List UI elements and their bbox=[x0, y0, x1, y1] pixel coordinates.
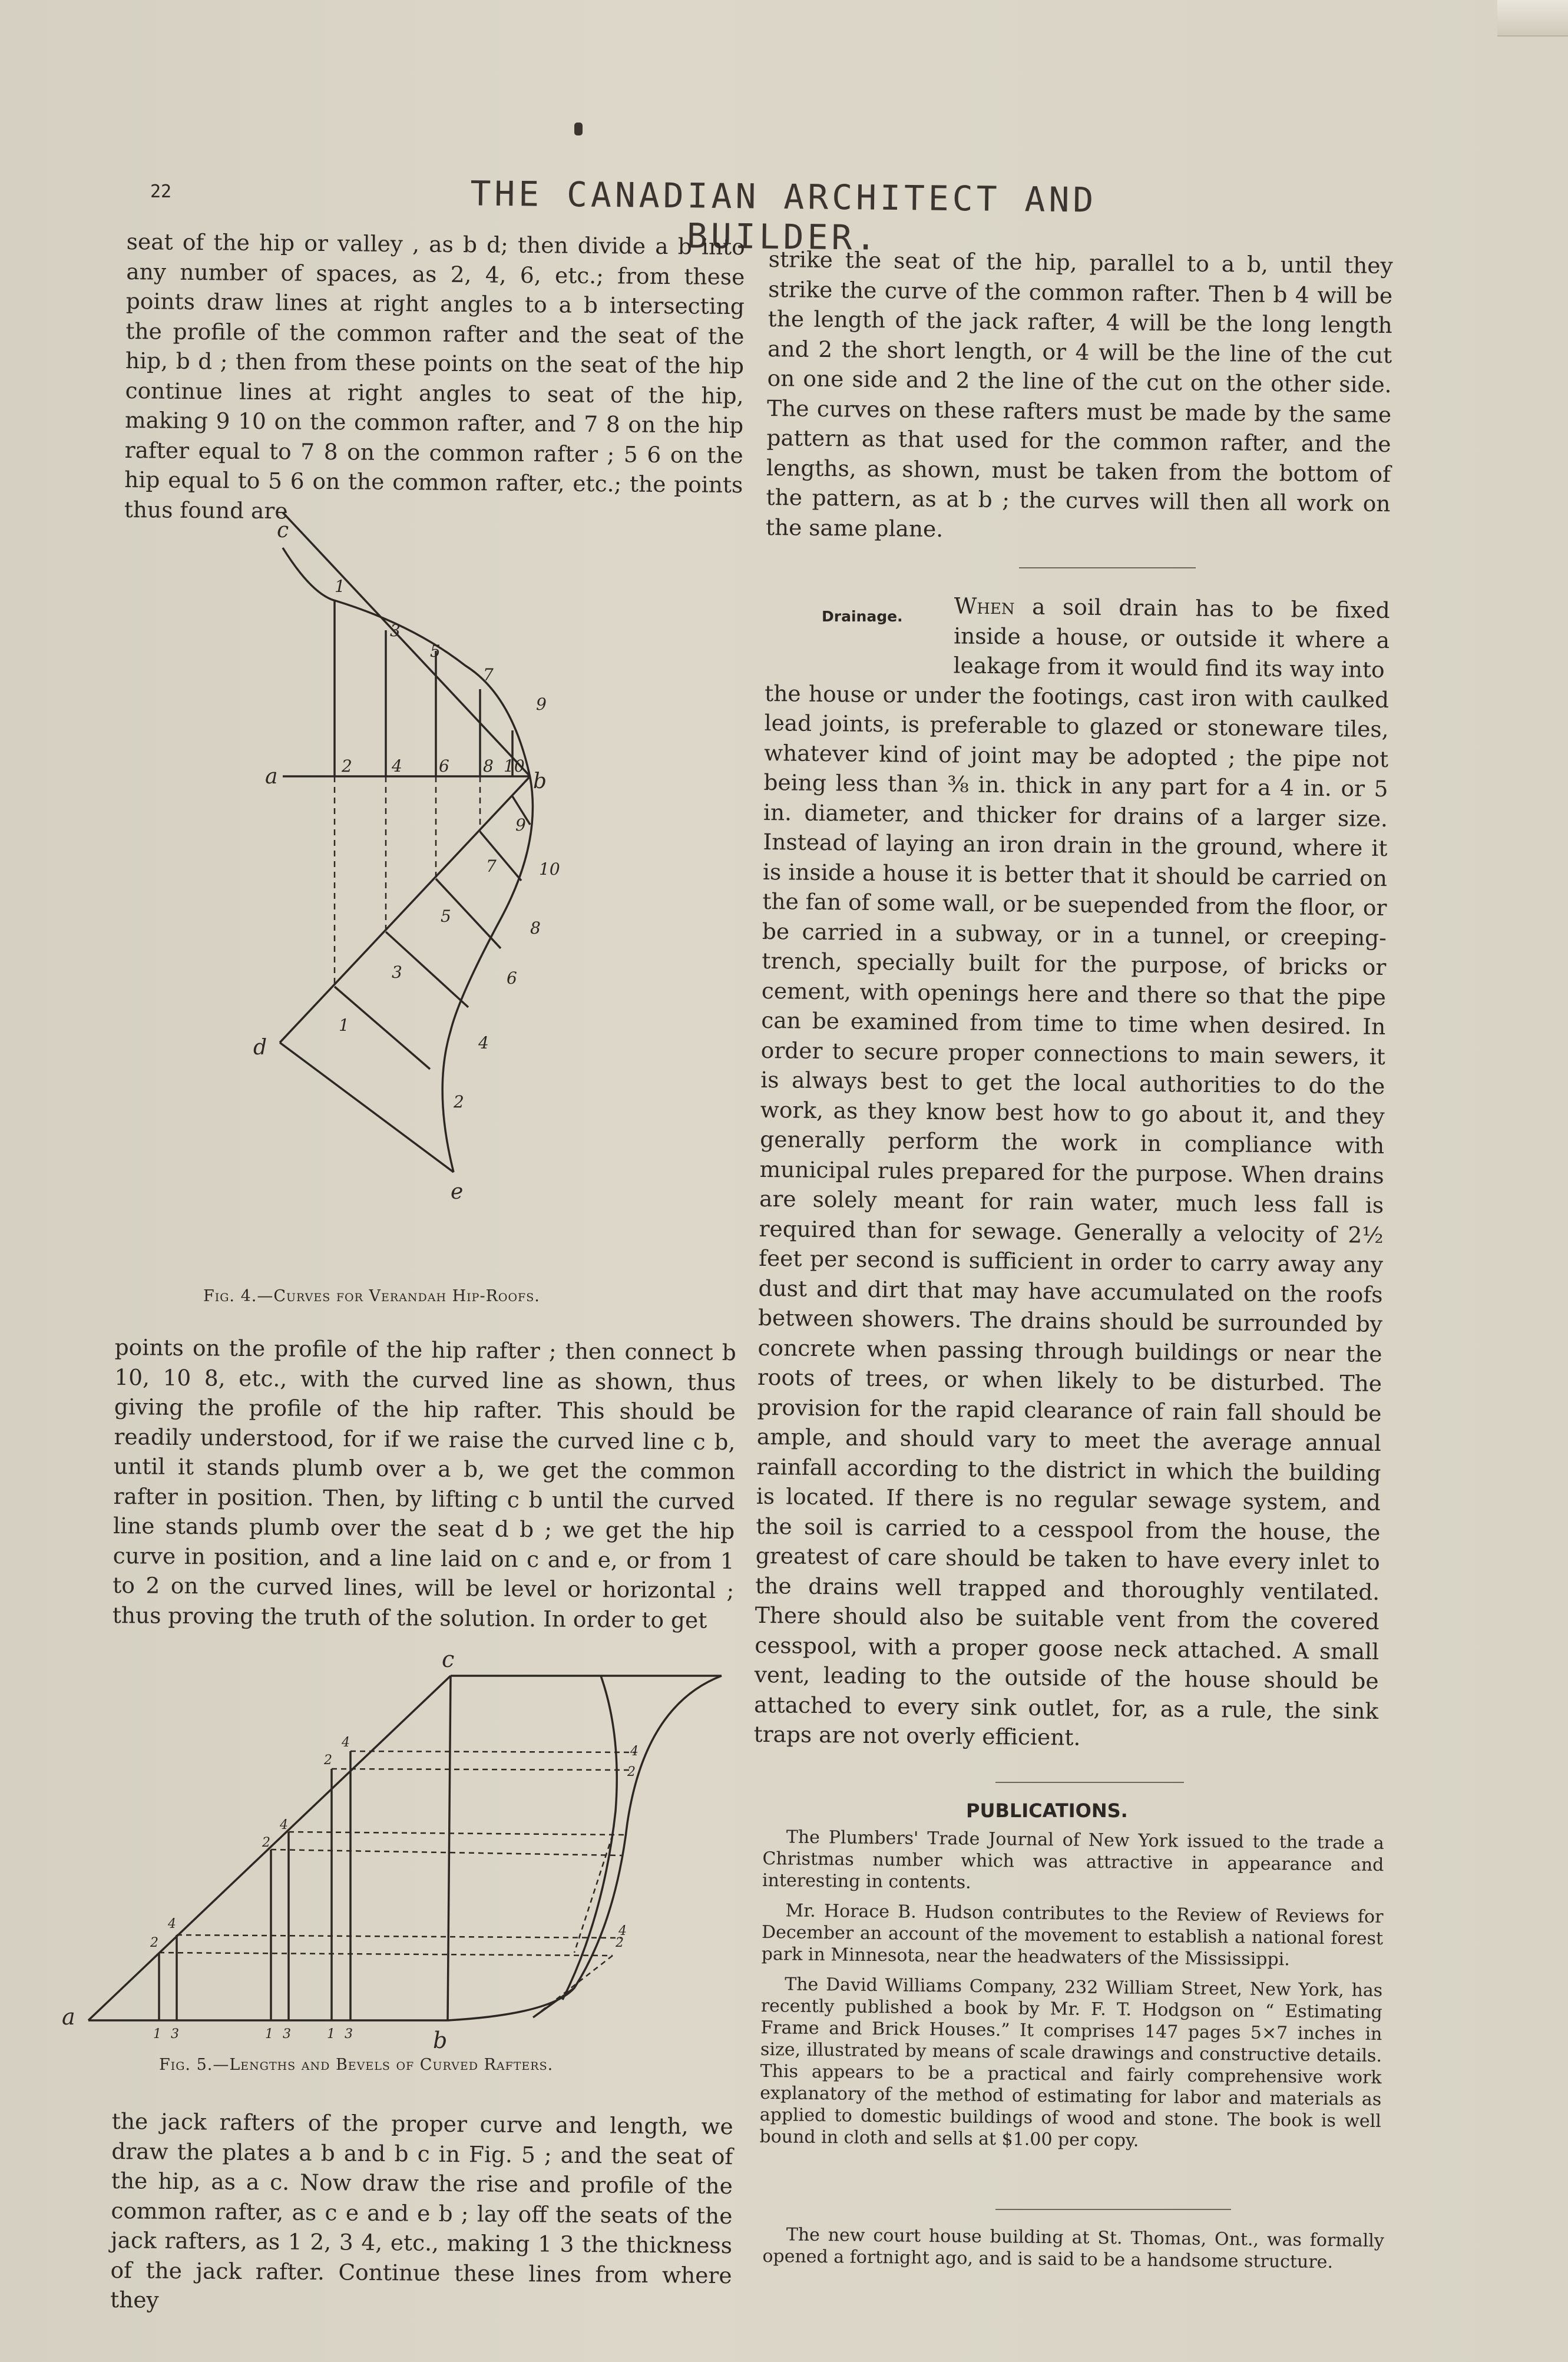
section-divider bbox=[1019, 567, 1196, 568]
publication-item: Mr. Horace B. Hudson contributes to the Review of Reviews for December an account of the movement to establish a national forest park in Minnesota, near the headwaters of the Mississippi. bbox=[761, 1900, 1384, 1970]
fig5-label-4e: 4 bbox=[618, 1924, 627, 1938]
column-1-bottom bbox=[110, 2106, 733, 2320]
fig4-label-6-ab: 6 bbox=[439, 756, 449, 776]
fig4-label-c: c bbox=[277, 518, 289, 542]
fig4-label-3-top: 3 bbox=[390, 621, 401, 640]
fig5-label-c: c bbox=[442, 1646, 455, 1672]
column-1-middle bbox=[113, 1332, 736, 1635]
publications-note bbox=[762, 2224, 1384, 2274]
fig5-label-4b: 4 bbox=[280, 1818, 288, 1832]
fig4-label-10-ab: 10 bbox=[504, 756, 525, 776]
fig4-label-4-hip: 4 bbox=[478, 1033, 489, 1053]
fig5-label-2d: 2 bbox=[627, 1765, 636, 1779]
fig5-label-4a: 4 bbox=[168, 1917, 176, 1931]
fig5-label-3b: 3 bbox=[283, 2027, 291, 2042]
publications-divider bbox=[995, 1782, 1184, 1783]
paragraph: the jack rafters of the proper curve and length, we draw the plates a b and b c in Fig. 5 ; and the seat of the hip, as a c. Now draw the rise and profile of the common rafter, as c e and e b ; lay off the seats of the jack rafters, as 1 2, 3 4, etc., making 1 3 the thickness of the jack rafter. Continue these lines from where they bbox=[110, 2108, 733, 2313]
fig5-label-4c: 4 bbox=[342, 1735, 350, 1750]
fig4-label-1-top: 1 bbox=[335, 577, 345, 596]
page-edge bbox=[1497, 0, 1568, 37]
fig4-label-7-hip: 7 bbox=[486, 856, 497, 876]
fig5-label-b-bottom: b bbox=[433, 2027, 448, 2053]
fig5-label-2a: 2 bbox=[150, 1936, 158, 1950]
figure-4-caption: Fig. 4.—Curves for Verandah Hip-Roofs. bbox=[203, 1287, 540, 1305]
figure-5-bottom-labels bbox=[56, 2023, 751, 2059]
fig4-label-10-hip: 10 bbox=[539, 859, 560, 879]
publications-list bbox=[759, 1826, 1384, 2162]
fig5-label-2b: 2 bbox=[262, 1835, 270, 1850]
drainage-first-lines bbox=[953, 591, 1390, 684]
fig4-label-b: b bbox=[533, 769, 547, 793]
fig5-label-3c: 3 bbox=[345, 2027, 353, 2042]
fig4-label-7-top: 7 bbox=[483, 665, 494, 684]
publication-item: The new court house building at St. Thomas, Ont., was formally opened a fortnight ago, and is said to be a handsome structure. bbox=[762, 2224, 1384, 2273]
fig5-label-4d: 4 bbox=[630, 1744, 639, 1759]
fig4-label-9-hip: 9 bbox=[515, 815, 526, 835]
fig4-label-3-hip: 3 bbox=[392, 962, 402, 982]
figure-5-drawing bbox=[56, 1646, 751, 2042]
drainage-paragraph: the house or under the footings, cast iron with caulked lead joints, is preferable to glazed or stoneware tiles, whatever kind of joint may be adopted ; the pipe not being less than ⅜ in. thick in any part for a 4 in. or 5 in. diameter, and thicker for drains of a larger size. Instead of laying an iron drain in the ground, where it is inside a house it is better that it should be carried on the fan of some wall, or be suepended from the floor, or be carried in a subway, or in a tunnel, or creeping-trench, specially built for the purpose, of bricks or cement, with openings here and there so that the pipe can be examined from time to time when desired. In order to secure proper connections to main sewers, it is always best to get the local authorities to do the work, as they know best how to go about it, and they generally perform the work in compliance with municipal rules prepared for the purpose. When drains are solely meant for rain water, much less fall is required than for sewage. Generally a velocity of 2½ feet per second is sufficient in order to carry away any dust and dirt that may have accumulated on the roofs between showers. The drains should be surrounded by concrete when passing through buildings or near the roots of trees, or when likely to be disturbed. The provision for the rapid clearance of rain fall should be ample, and should vary to meet the average annual rainfall according to the district in which the building is located. If there is no regular sewage system, and the soil is carried to a cesspool from the house, the greatest of care should be taken to have every inlet to the drains well trapped and thoroughly ventilated. There should also be suitable vent from the covered cesspool, with a proper goose neck attached. A small vent, leading to the outside of the house should be attached to every sink outlet, for, as a rule, the sink traps are not overly efficient. bbox=[753, 680, 1390, 1751]
column-2-drainage bbox=[753, 589, 1390, 1755]
fig5-label-2e: 2 bbox=[616, 1936, 624, 1950]
drainage-lead-word: When bbox=[954, 593, 1015, 620]
fig4-label-2-hip: 2 bbox=[454, 1092, 464, 1111]
fig5-label-a: a bbox=[62, 2004, 75, 2030]
publications-heading: PUBLICATIONS. bbox=[966, 1799, 1128, 1822]
figure-5-caption: Fig. 5.—Lengths and Bevels of Curved Rafters. bbox=[159, 2056, 554, 2074]
fig4-label-1-hip: 1 bbox=[339, 1015, 349, 1035]
paragraph: seat of the hip or valley , as b d; then divide a b into any number of spaces, as 2, 4, 6, etc.; from these points draw lines at right angles to a b intersecting the profile of the common rafter and the seat of the hip, b d ; then from these points on the seat of the hip continue lines at right angles to seat of the hip, making 9 10 on the common rafter, and 7 8 on the hip rafter equal to 7 8 on the common rafter ; 5 6 on the hip equal to 5 6 on the common rafter, etc.; the points thus found are bbox=[124, 228, 745, 524]
fig4-label-4-ab: 4 bbox=[392, 756, 402, 776]
fig4-label-5-hip: 5 bbox=[441, 907, 451, 926]
fig4-label-8-hip: 8 bbox=[530, 918, 541, 938]
masthead-title: THE CANADIAN ARCHITECT AND BUILDER. bbox=[470, 173, 1097, 258]
fig4-label-2-ab: 2 bbox=[342, 756, 352, 776]
fig4-label-9-top: 9 bbox=[536, 694, 547, 714]
fig5-label-3a: 3 bbox=[171, 2027, 179, 2042]
publications-end-divider bbox=[995, 2209, 1231, 2210]
column-1-top bbox=[124, 227, 745, 530]
figure-5 bbox=[56, 1646, 751, 2042]
column-2-top bbox=[766, 244, 1393, 548]
fig4-label-e: e bbox=[451, 1180, 464, 1204]
figure-5-bottom-labels-svg bbox=[56, 2023, 751, 2059]
fig4-label-a: a bbox=[265, 765, 278, 789]
figure-4-drawing bbox=[236, 512, 636, 1272]
fig4-label-d: d bbox=[253, 1036, 267, 1060]
fig5-label-2c: 2 bbox=[324, 1753, 332, 1768]
fig5-label-1a: 1 bbox=[153, 2027, 161, 2042]
publication-item: The David Williams Company, 232 William Street, New York, has recently published a book by Mr. F. T. Hodgson on “ Estimating Frame and Brick Houses.” It comprises 147 pages 5×7 inches in size, illustrated by means of scale drawings and constructive details. This appears to be a practical and fairly comprehensive work explanatory of the method of estimating for labor and materials as applied to domestic buildings of wood and stone. The book is well bound in cloth and sells at $1.00 per copy. bbox=[759, 1974, 1383, 2151]
side-heading-drainage: Drainage. bbox=[822, 608, 903, 625]
page-number: 22 bbox=[150, 181, 172, 202]
paragraph: strike the seat of the hip, parallel to a b, until they strike the curve of the common rafter. Then b 4 will be the length of the jack rafter, 4 will be the long length and 2 the short length, or 4 will be the line of the cut on one side and 2 the line of the cut on the other side. The curves on these rafters must be made by the same pattern as that used for the common rafter, and the lengths, as shown, must be taken from the bottom of the pattern, as at b ; the curves will then all work on the same plane. bbox=[765, 246, 1393, 542]
fig4-label-5-top: 5 bbox=[430, 641, 441, 661]
drainage-first-text: a soil drain has to be fixed inside a house, or outside it where a leakage from it would find its way into bbox=[953, 593, 1390, 683]
fig5-label-1b: 1 bbox=[265, 2027, 273, 2042]
fig5-label-1c: 1 bbox=[327, 2027, 335, 2042]
figure-4 bbox=[236, 512, 636, 1272]
ink-mark bbox=[574, 123, 583, 135]
publication-item: The Plumbers' Trade Journal of New York issued to the trade a Christmas number which was attractive in appearance and interesting in contents. bbox=[762, 1827, 1384, 1893]
paragraph: points on the profile of the hip rafter ; then connect b 10, 10 8, etc., with the curved line as shown, thus giving the profile of the hip rafter. This should be readily understood, for if we raise the curved line c b, until it stands plumb over a b, we get the common rafter in position. Then, by lifting c b until the curved line stands plumb over the seat d b ; we get the hip curve in position, and a line laid on c and e, or from 1 to 2 on the curved lines, will be level or horizontal ; thus proving the truth of the solution. In order to get bbox=[112, 1334, 736, 1633]
fig4-label-6-hip: 6 bbox=[507, 968, 517, 988]
fig4-label-8-ab: 8 bbox=[483, 756, 494, 776]
